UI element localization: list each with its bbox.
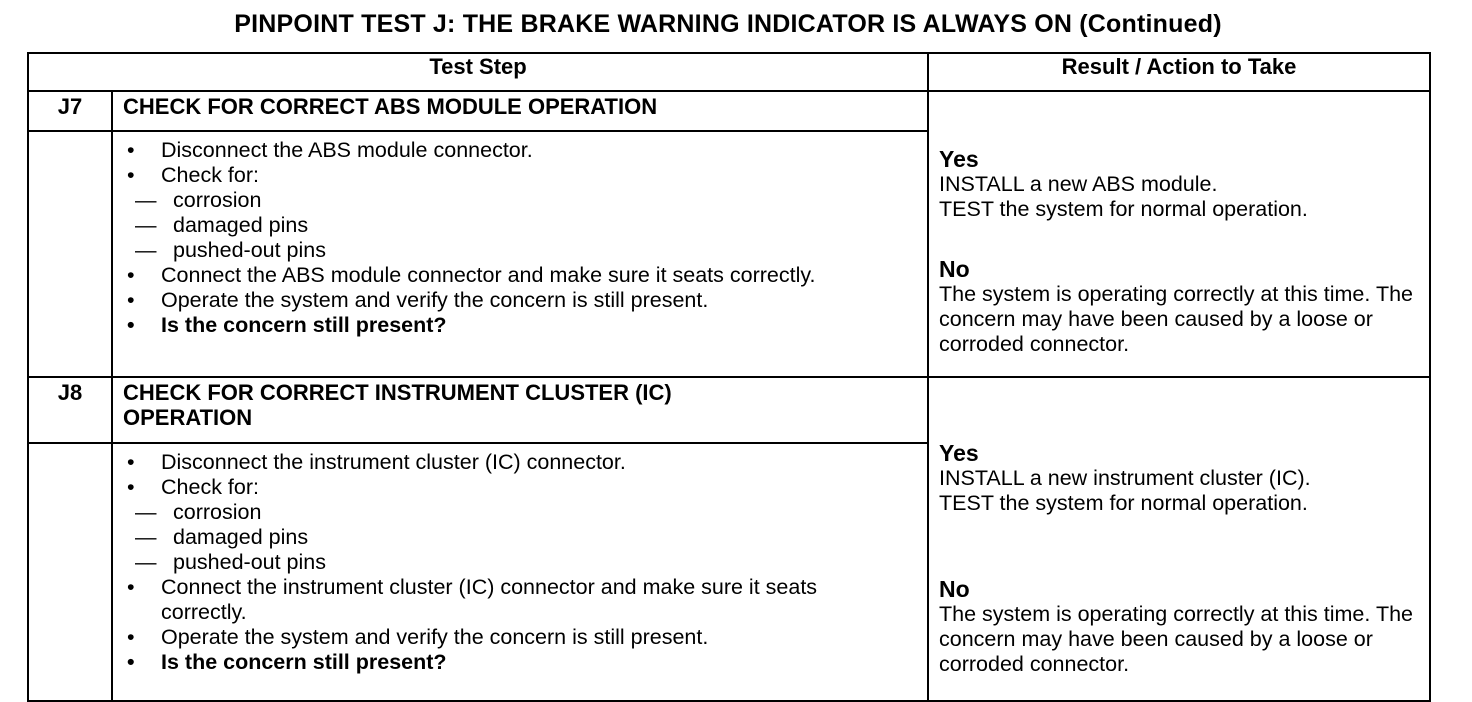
dash-icon: —	[135, 213, 157, 237]
step-title-row	[28, 377, 1430, 443]
instruction-item: • Operate the system and verify the concern is still present.	[127, 288, 709, 312]
no-label: No	[939, 256, 970, 282]
instruction-question: • Is the concern still present?	[127, 650, 447, 674]
result-no	[939, 256, 1423, 357]
step-title: CHECK FOR CORRECT INSTRUMENT CLUSTER (IC) OPERATION	[112, 377, 928, 443]
dash-icon: —	[135, 525, 157, 549]
yes-label: Yes	[939, 440, 979, 466]
bullet-icon: •	[127, 475, 135, 499]
instruction-item: • Disconnect the instrument cluster (IC) connector.	[127, 450, 626, 474]
bullet-icon: •	[127, 450, 135, 474]
sub-item: — pushed-out pins	[135, 550, 326, 574]
dash-icon: —	[135, 188, 157, 212]
sub-item: — damaged pins	[135, 525, 309, 549]
header-result-action: Result / Action to Take	[928, 53, 1430, 91]
instruction-item: • Check for: — corrosion — damaged pins — pushed-out pins	[123, 163, 917, 263]
bullet-icon: •	[127, 163, 135, 187]
bullet-icon: •	[127, 288, 135, 312]
result-yes	[939, 440, 1423, 516]
no-label: No	[939, 576, 970, 602]
dash-icon: —	[135, 550, 157, 574]
bullet-icon: •	[127, 625, 135, 649]
instruction-item: • Check for: — corrosion — damaged pins — pushed-out pins	[123, 475, 917, 575]
result-cell	[928, 91, 1430, 377]
step-id: J8	[28, 377, 112, 443]
step-title-row	[28, 91, 1430, 131]
no-text: The system is operating correctly at this time. The concern may have been caused by a loose or corroded connector.	[939, 602, 1413, 676]
step-instructions	[112, 131, 928, 377]
sub-item: — pushed-out pins	[135, 238, 326, 262]
result-yes	[939, 146, 1423, 222]
bullet-icon: •	[127, 313, 135, 337]
step-id-spacer	[28, 131, 112, 377]
instruction-item: • Connect the instrument cluster (IC) connector and make sure it seats correctly.	[127, 575, 818, 624]
instruction-item: • Operate the system and verify the concern is still present.	[127, 625, 709, 649]
instruction-question: • Is the concern still present?	[127, 313, 447, 337]
yes-line: TEST the system for normal operation.	[939, 197, 1308, 221]
dash-icon: —	[135, 500, 157, 524]
bullet-icon: •	[127, 575, 135, 599]
step-id-spacer	[28, 443, 112, 701]
bullet-icon: •	[127, 263, 135, 287]
page-title: PINPOINT TEST J: THE BRAKE WARNING INDICATOR IS ALWAYS ON (Continued)	[234, 10, 1222, 38]
instruction-item: • Disconnect the ABS module connector.	[127, 138, 533, 162]
sub-item: — corrosion	[135, 500, 262, 524]
header-row	[28, 53, 1430, 91]
sub-item: — corrosion	[135, 188, 262, 212]
header-test-step: Test Step	[28, 53, 928, 91]
yes-line: INSTALL a new ABS module.	[939, 172, 1218, 196]
yes-line: TEST the system for normal operation.	[939, 491, 1308, 515]
bullet-icon: •	[127, 138, 135, 162]
no-text: The system is operating correctly at this time. The concern may have been caused by a loose or corroded connector.	[939, 282, 1413, 356]
step-id: J7	[28, 91, 112, 131]
pinpoint-test-table	[27, 52, 1431, 702]
bullet-icon: •	[127, 650, 135, 674]
yes-label: Yes	[939, 146, 979, 172]
result-cell	[928, 377, 1430, 701]
sub-item: — damaged pins	[135, 213, 309, 237]
dash-icon: —	[135, 238, 157, 262]
step-title: CHECK FOR CORRECT ABS MODULE OPERATION	[112, 91, 928, 131]
instruction-item: • Connect the ABS module connector and make sure it seats correctly.	[127, 263, 816, 287]
result-no	[939, 576, 1423, 677]
step-instructions	[112, 443, 928, 701]
yes-line: INSTALL a new instrument cluster (IC).	[939, 466, 1311, 490]
